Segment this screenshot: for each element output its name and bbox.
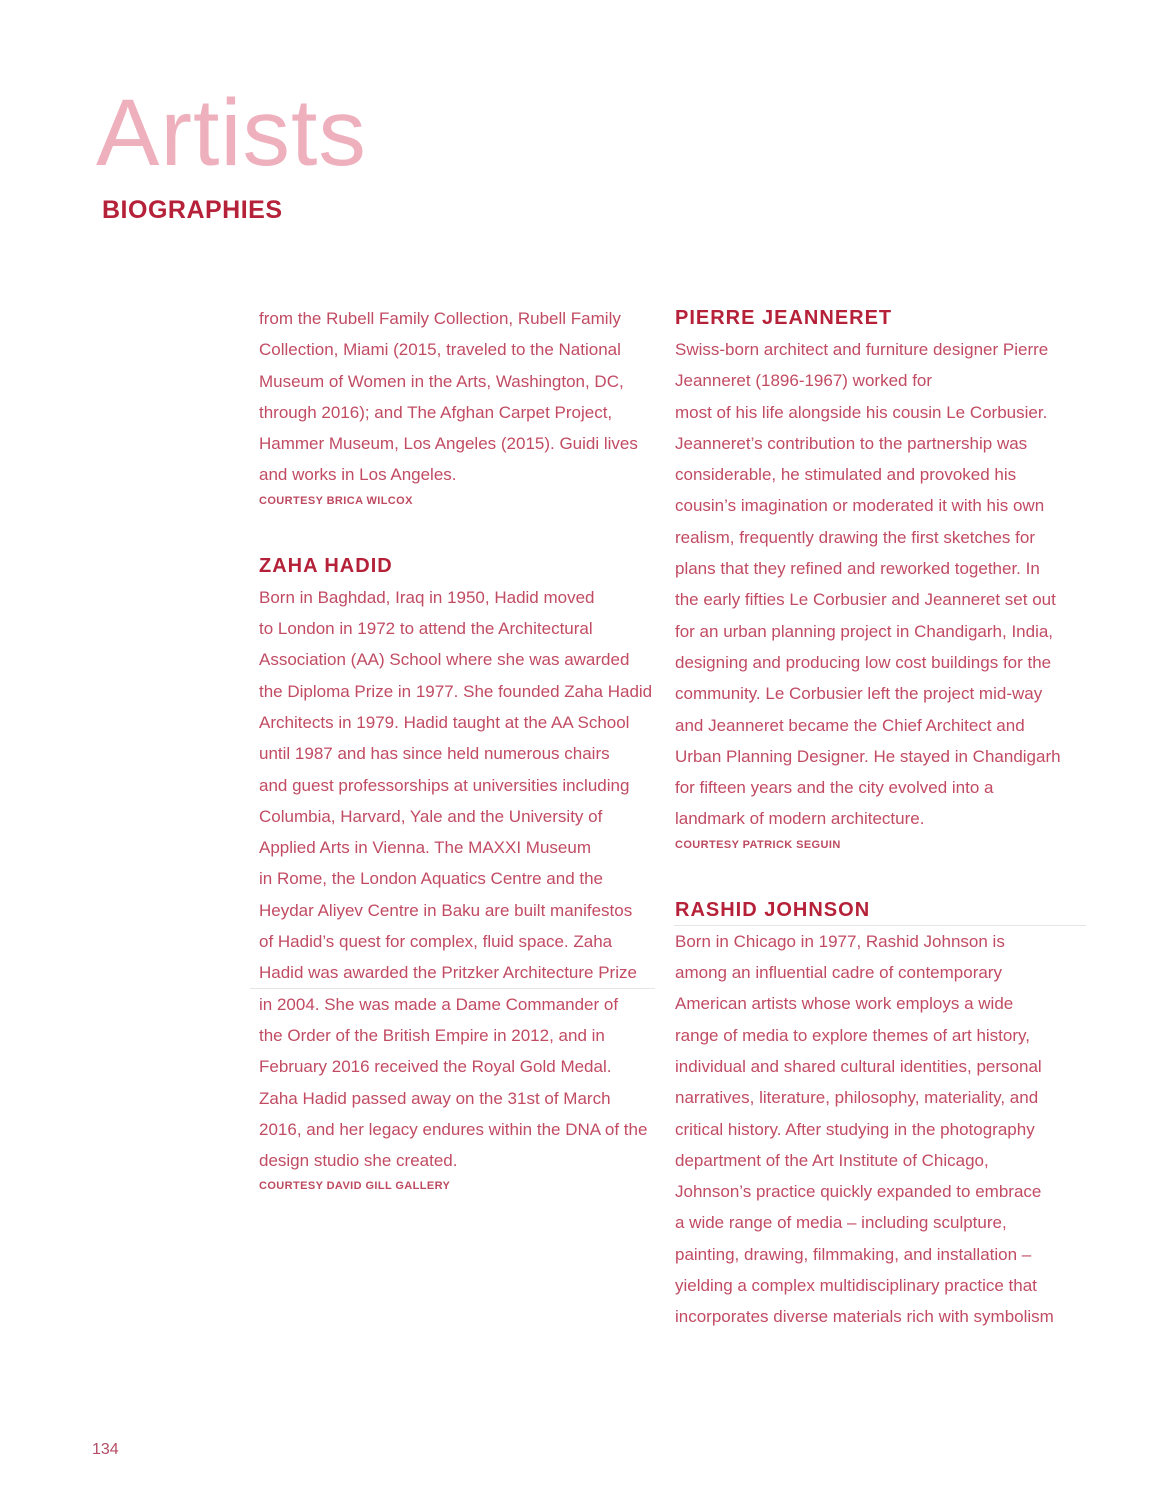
- courtesy-credit: COURTESY PATRICK SEGUIN: [675, 838, 841, 851]
- page-subtitle: BIOGRAPHIES: [102, 196, 283, 224]
- bio-text-line: February 2016 received the Royal Gold Medal.: [259, 1057, 612, 1077]
- bio-section: [259, 303, 689, 510]
- bio-text-line: Association (AA) School where she was awarded: [259, 650, 630, 670]
- bio-text-line: the Diploma Prize in 1977. She founded Zaha Hadid: [259, 681, 653, 701]
- bio-text-line: American artists whose work employs a wide: [675, 994, 1014, 1014]
- bio-text-line: critical history. After studying in the photography: [675, 1119, 1035, 1139]
- bio-text-line: painting, drawing, filmmaking, and installation –: [675, 1244, 1032, 1264]
- bio-text-line: Johnson’s practice quickly expanded to embrace: [675, 1182, 1042, 1202]
- bio-text-line: realism, frequently drawing the first sketches for: [675, 527, 1035, 547]
- bio-text-line: community. Le Corbusier left the project mid-way: [675, 684, 1043, 704]
- bio-text-line: landmark of modern architecture.: [675, 809, 925, 829]
- bio-text-line: Jeanneret’s contribution to the partnership was: [675, 433, 1028, 453]
- bio-text-line: Heydar Aliyev Centre in Baku are built manifestos: [259, 900, 633, 920]
- bio-text-line: and Jeanneret became the Chief Architect and: [675, 715, 1025, 735]
- bio-text-line: Jeanneret (1896-1967) worked for: [675, 371, 933, 391]
- bio-text-line: cousin’s imagination or moderated it with his own: [675, 496, 1045, 516]
- bio-text-line: Applied Arts in Vienna. The MAXXI Museum: [259, 838, 591, 858]
- courtesy-credit: COURTESY BRICA WILCOX: [259, 494, 413, 507]
- bio-column-left: [259, 303, 689, 1195]
- bio-text-line: among an influential cadre of contemporary: [675, 963, 1002, 983]
- page-title: Artists: [96, 80, 367, 186]
- bio-text-line: Urban Planning Designer. He stayed in Chandigarh: [675, 746, 1061, 766]
- bio-text-line: department of the Art Institute of Chicago,: [675, 1150, 989, 1170]
- page-number: 134: [92, 1441, 119, 1458]
- bio-text-line: through 2016); and The Afghan Carpet Project,: [259, 402, 613, 422]
- bio-text-line: Architects in 1979. Hadid taught at the AA School: [259, 712, 630, 732]
- bio-text-line: incorporates diverse materials rich with symbolism: [675, 1307, 1054, 1327]
- bio-text-line: most of his life alongside his cousin Le Corbusier.: [675, 402, 1048, 422]
- bio-text-line: Columbia, Harvard, Yale and the University of: [259, 806, 603, 826]
- bio-text-line: yielding a complex multidisciplinary practice that: [675, 1276, 1037, 1296]
- bio-text-line: Swiss-born architect and furniture designer Pierre: [675, 340, 1049, 359]
- bio-text-line: in Rome, the London Aquatics Centre and the: [259, 869, 604, 889]
- bio-section: [675, 303, 1105, 854]
- bio-text-line: considerable, he stimulated and provoked his: [675, 465, 1017, 485]
- bio-text-line: design studio she created.: [259, 1151, 458, 1171]
- bio-text-line: the Order of the British Empire in 2012, and in: [259, 1025, 605, 1045]
- bio-text-line: Hammer Museum, Los Angeles (2015). Guidi lives: [259, 434, 638, 454]
- bio-text-line: range of media to explore themes of art history,: [675, 1025, 1030, 1045]
- bio-heading: PIERRE JEANNERET: [675, 307, 893, 329]
- bio-text-line: Zaha Hadid passed away on the 31st of March: [259, 1088, 611, 1108]
- bio-text-line: and guest professorships at universities including: [259, 775, 630, 795]
- bio-text-line: Collection, Miami (2015, traveled to the National: [259, 340, 621, 360]
- bio-text-line: to London in 1972 to attend the Architectural: [259, 619, 593, 639]
- bio-column-right: [675, 303, 1105, 1333]
- bio-text-line: 2016, and her legacy endures within the DNA of the: [259, 1119, 648, 1139]
- bio-text-line: of Hadid’s quest for complex, fluid space. Zaha: [259, 932, 613, 952]
- courtesy-credit: COURTESY DAVID GILL GALLERY: [259, 1180, 451, 1193]
- bio-text-line: designing and producing low cost buildings for the: [675, 652, 1052, 672]
- bio-text-line: from the Rubell Family Collection, Rubell Family: [259, 309, 621, 328]
- bio-text-line: until 1987 and has since held numerous chairs: [259, 744, 610, 764]
- bio-text-line: Hadid was awarded the Pritzker Architecture Prize: [259, 963, 637, 983]
- bio-text-line: Museum of Women in the Arts, Washington, DC,: [259, 371, 624, 391]
- bio-section: [675, 895, 1105, 1333]
- bio-text-line: in 2004. She was made a Dame Commander of: [259, 994, 619, 1014]
- bio-text-line: for an urban planning project in Chandigarh, India,: [675, 621, 1054, 641]
- bio-heading: RASHID JOHNSON: [675, 898, 871, 921]
- bio-text-line: individual and shared cultural identities, personal: [675, 1056, 1042, 1076]
- bio-text-line: Born in Chicago in 1977, Rashid Johnson is: [675, 931, 1005, 951]
- bio-text-line: a wide range of media – including sculpture,: [675, 1213, 1007, 1233]
- bio-text-line: Born in Baghdad, Iraq in 1950, Hadid moved: [259, 587, 595, 607]
- bio-section: [259, 551, 689, 1196]
- bio-text-line: for fifteen years and the city evolved into a: [675, 778, 994, 798]
- bio-text-line: narratives, literature, philosophy, materiality, and: [675, 1088, 1039, 1108]
- bio-text-line: and works in Los Angeles.: [259, 465, 457, 485]
- bio-text-line: the early fifties Le Corbusier and Jeanneret set out: [675, 590, 1056, 610]
- bio-text-line: plans that they refined and reworked together. In: [675, 559, 1040, 579]
- bio-heading: ZAHA HADID: [259, 554, 393, 577]
